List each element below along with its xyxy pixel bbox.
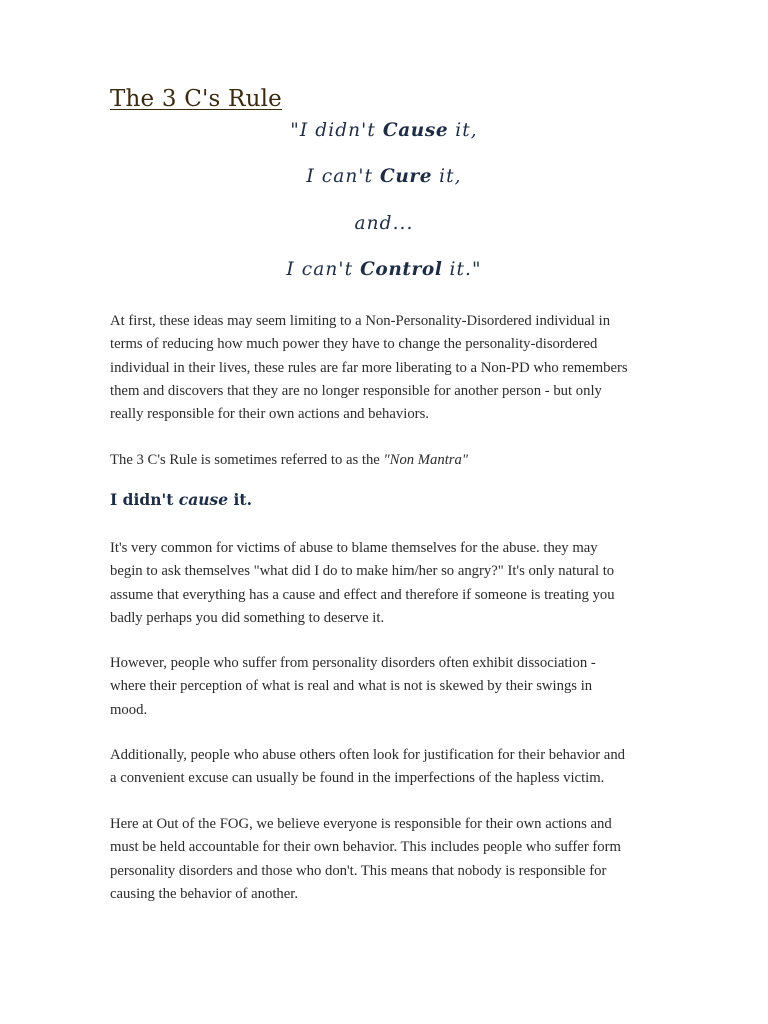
quote-text: I can't <box>306 166 381 187</box>
intro-paragraph <box>110 310 670 426</box>
justification-paragraph <box>110 744 670 791</box>
quote-text: "I didn't <box>290 120 383 141</box>
mantra-text: The 3 C's Rule is sometimes referred to as the <box>110 452 384 468</box>
heading-emphasis: cause <box>178 490 229 509</box>
paragraph-line: them and discovers that they are no longer responsible for another person - but only <box>110 382 602 399</box>
quote-text: it, <box>432 166 462 187</box>
paragraph-line: where their perception of what is real and what is not is skewed by their swings in <box>110 678 593 695</box>
quote-keyword: Control <box>360 259 443 280</box>
paragraph-line: individual in their lives, these rules are far more liberating to a Non-PD who remembers <box>110 359 628 376</box>
paragraph-line: causing the behavior of another. <box>110 885 299 902</box>
paragraph-line: Additionally, people who abuse others often look for justification for their behavior and <box>110 747 626 763</box>
quote-line-cause <box>0 120 768 141</box>
quote-line-cure <box>0 166 768 187</box>
section-heading <box>110 490 252 509</box>
paragraph-line: begin to ask themselves "what did I do to make him/her so angry?" It's only natural to <box>110 563 615 580</box>
paragraph-line: really responsible for their own actions and behaviors. <box>110 406 429 423</box>
paragraph-line: However, people who suffer from personality disorders often exhibit dissociation - <box>110 655 596 671</box>
heading-text: I didn't <box>110 490 179 509</box>
paragraph-line: personality disorders and those who don't. This means that nobody is responsible for <box>110 862 607 879</box>
paragraph-line: assume that everything has a cause and effect and therefore if someone is treating you <box>110 586 615 603</box>
quote-text: it." <box>442 259 482 280</box>
fog-paragraph <box>110 813 670 906</box>
mantra-paragraph <box>110 449 670 472</box>
dissociation-paragraph <box>110 652 670 722</box>
paragraph-line: At first, these ideas may seem limiting to a Non-Personality-Disordered individual in <box>110 313 611 329</box>
quote-keyword: Cure <box>380 166 433 187</box>
quote-keyword: Cause <box>382 120 449 141</box>
paragraph-line: must be held accountable for their own behavior. This includes people who suffer form <box>110 839 621 856</box>
page-title: The 3 C's Rule <box>110 86 282 112</box>
paragraph-line: badly perhaps you did something to deserve it. <box>110 609 385 626</box>
quote-text: it, <box>448 120 478 141</box>
quote-text: I can't <box>286 259 361 280</box>
paragraph-line: Here at Out of the FOG, we believe everyone is responsible for their own actions and <box>110 816 612 832</box>
blame-paragraph <box>110 537 670 630</box>
quote-line-and: and... <box>354 213 414 234</box>
paragraph-line: mood. <box>110 701 148 718</box>
quote-line-control <box>0 259 768 280</box>
paragraph-line: a convenient excuse can usually be found in the imperfections of the hapless victim. <box>110 770 605 787</box>
paragraph-line <box>110 449 670 472</box>
paragraph-line: It's very common for victims of abuse to blame themselves for the abuse. they may <box>110 540 598 556</box>
heading-text: it. <box>228 490 252 509</box>
mantra-term: "Non Mantra" <box>383 452 469 468</box>
paragraph-line: terms of reducing how much power they have to change the personality-disordered <box>110 336 598 353</box>
